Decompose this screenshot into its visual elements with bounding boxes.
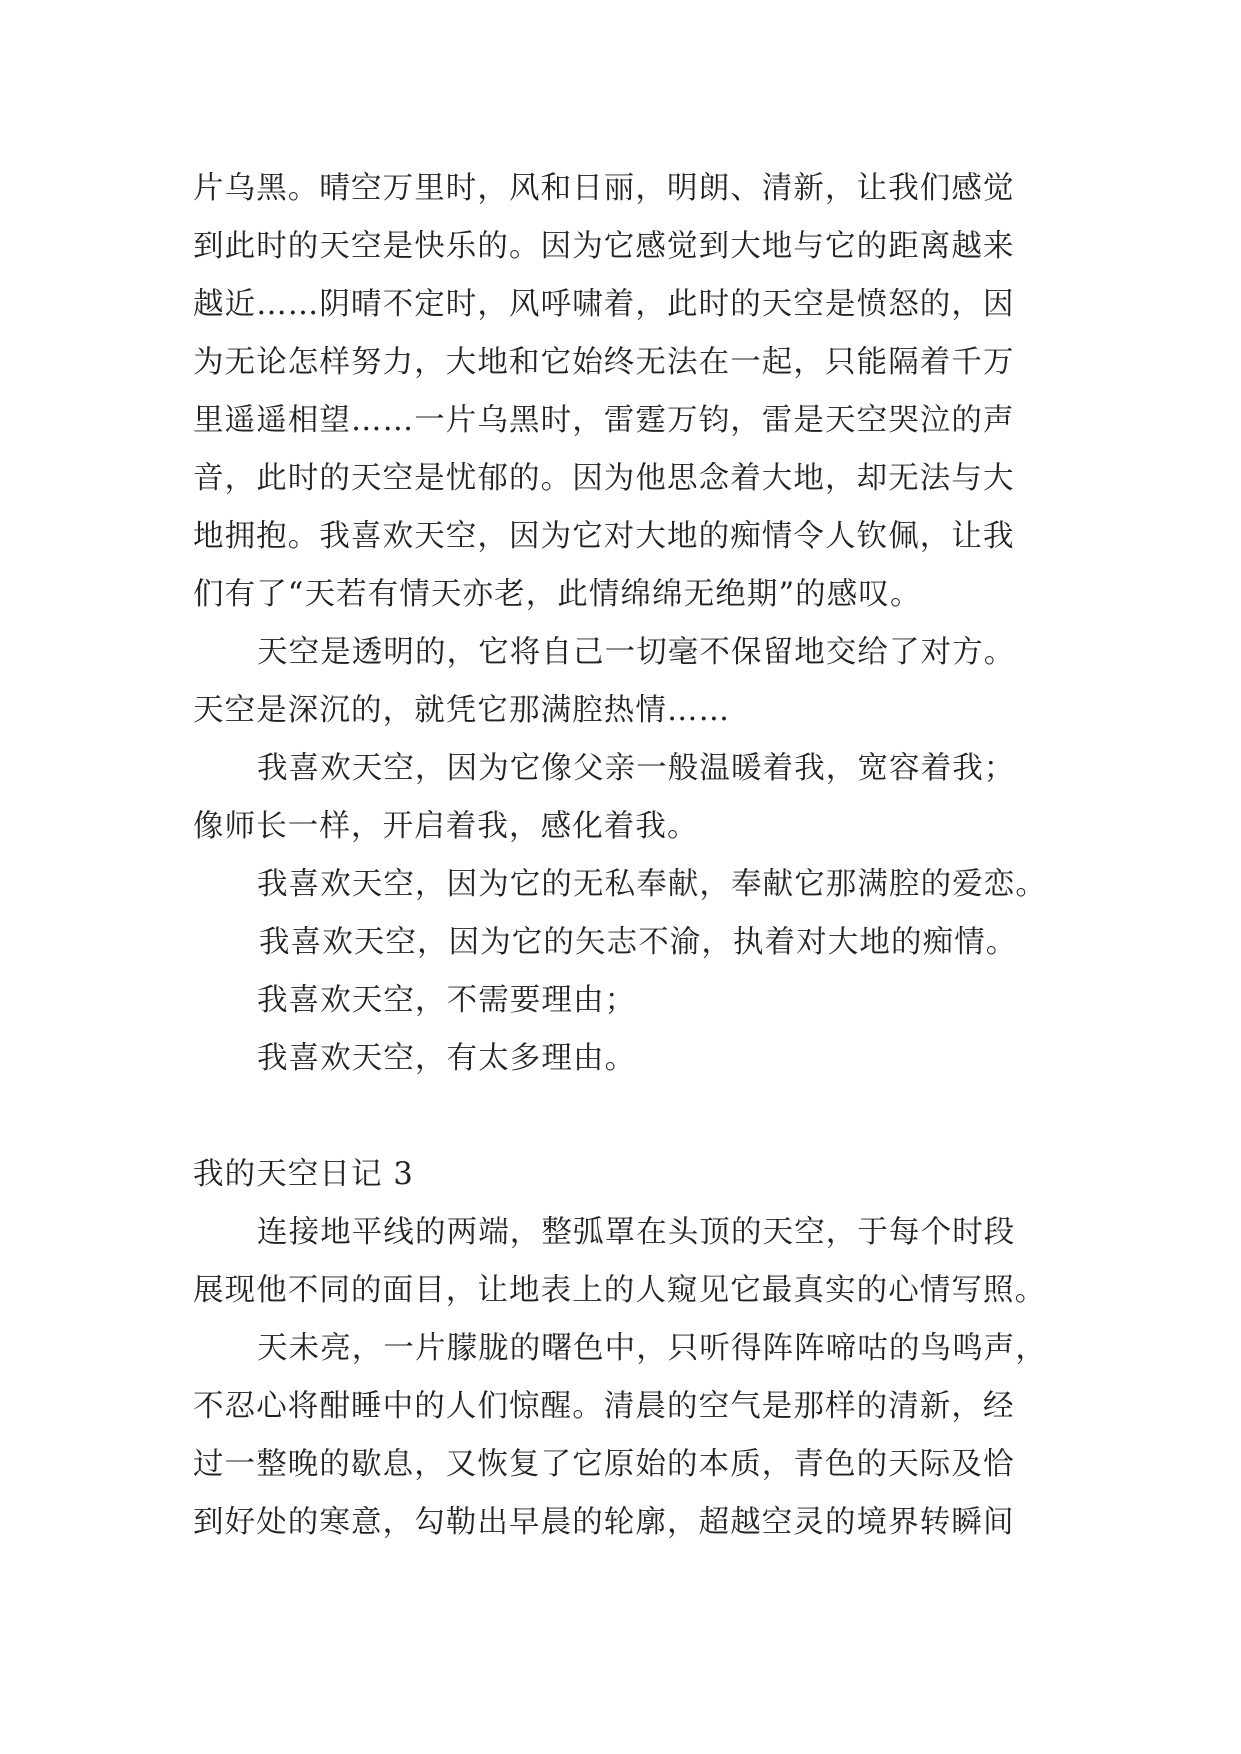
paragraph-line: 音，此时的天空是忧郁的。因为他思念着大地，却无法与大 [193,461,1015,496]
paragraph-line: 我喜欢天空，因为它的无私奉献，奉献它那满腔的爱恋。 [257,867,1047,902]
paragraph-line: 不忍心将酣睡中的人们惊醒。清晨的空气是那样的清新，经 [193,1389,1015,1424]
paragraph-line: 越近……阴晴不定时，风呼啸着，此时的天空是愤怒的，因 [193,287,1015,322]
paragraph-line: 们有了“天若有情天亦老，此情绵绵无绝期”的感叹。 [193,577,922,612]
paragraph-line: 到此时的天空是快乐的。因为它感觉到大地与它的距离越来 [193,229,1015,264]
paragraph-line: 天空是透明的，它将自己一切毫不保留地交给了对方。 [257,635,1016,670]
paragraph-line: 过一整晚的歇息，又恢复了它原始的本质，青色的天际及恰 [193,1447,1015,1482]
paragraph-line: 我喜欢天空，有太多理由。 [257,1041,637,1076]
paragraph-line: 像师长一样，开启着我，感化着我。 [193,809,699,844]
section-heading: 我的天空日记 3 [193,1157,414,1192]
paragraph-line: 为无论怎样努力，大地和它始终无法在一起，只能隔着千万 [193,345,1015,380]
paragraph-gap [193,1088,1093,1146]
paragraph-line: 到好处的寒意，勾勒出早晨的轮廓，超越空灵的境界转瞬间 [193,1505,1015,1540]
paragraph-line: 我喜欢天空，不需要理由； [257,983,637,1018]
paragraph-line: 展现他不同的面目，让地表上的人窥见它最真实的心情写照。 [193,1273,1047,1308]
document-body [193,160,1093,1552]
paragraph-line: 片乌黑。晴空万里时，风和日丽，明朗、清新，让我们感觉 [193,171,1015,206]
paragraph-line: 地拥抱。我喜欢天空，因为它对大地的痴情令人钦佩，让我 [193,519,1015,554]
paragraph-line: 连接地平线的两端，整弧罩在头顶的天空，于每个时段 [257,1215,1016,1250]
paragraph-line: 我喜欢天空，因为它像父亲一般温暖着我，宽容着我； [257,751,1016,786]
paragraph-line: 里遥遥相望……一片乌黑时，雷霆万钧，雷是天空哭泣的声 [193,403,1015,438]
paragraph-line: 天未亮，一片朦胧的曙色中，只听得阵阵啼咕的鸟鸣声， [257,1331,1047,1366]
paragraph-line: 我喜欢天空，因为它的矢志不渝，执着对大地的痴情。 [259,925,1018,960]
paragraph-line: 天空是深沉的，就凭它那满腔热情…… [193,693,731,728]
